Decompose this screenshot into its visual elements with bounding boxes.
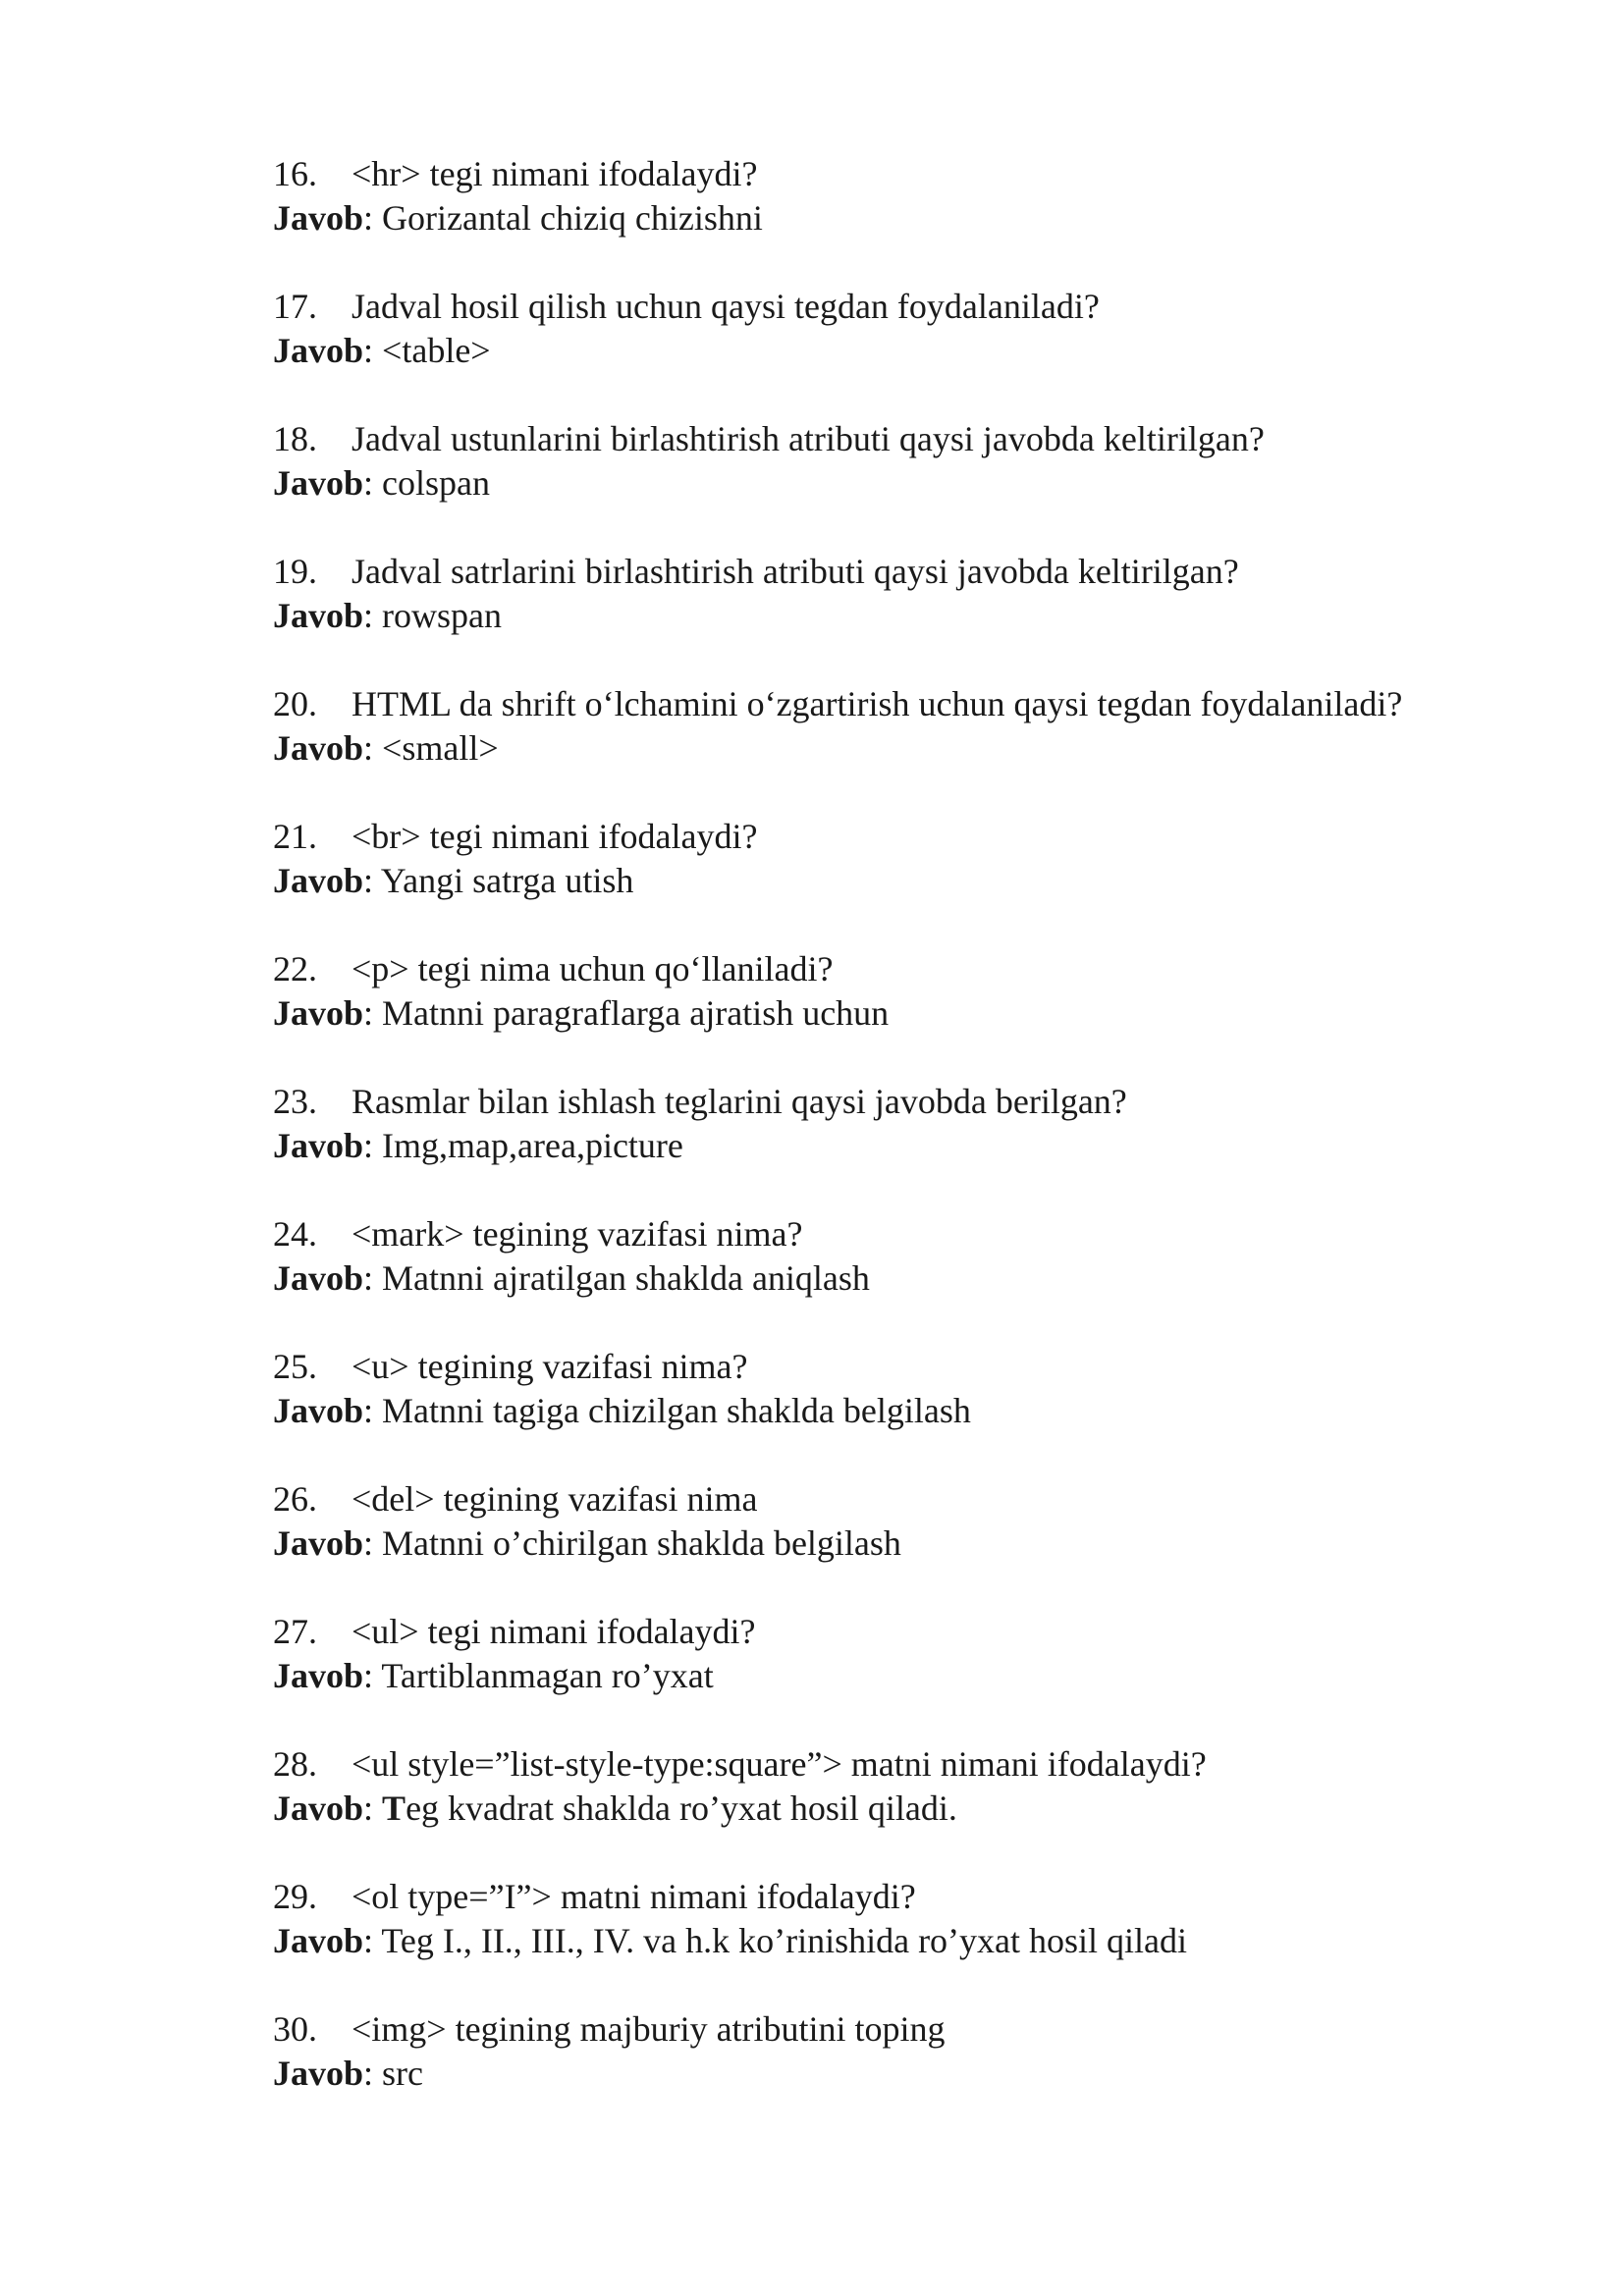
- answer-label: Javob: [273, 331, 364, 370]
- question-text: Jadval ustunlarini birlashtirish atributi qaysi javobda keltirilgan?: [352, 419, 1265, 458]
- answer-line: Javob: Img,map,area,picture: [273, 1126, 683, 1165]
- qa-item: [273, 550, 1589, 682]
- qa-item: [273, 2007, 1589, 2140]
- question-text: <ul> tegi nimani ifodalaydi?: [352, 1612, 756, 1651]
- answer-text: Matnni o’chirilgan shaklda belgilash: [382, 1523, 901, 1563]
- answer-label: Javob: [273, 463, 364, 503]
- qa-item: [273, 1212, 1589, 1345]
- question-number: 21.: [273, 817, 317, 856]
- question-number: 16.: [273, 154, 317, 193]
- question-line: [273, 815, 1589, 859]
- question-number: 24.: [273, 1214, 317, 1254]
- qa-item: [273, 1610, 1589, 1742]
- qa-item: [273, 1742, 1589, 1875]
- answer-text: <table>: [382, 331, 491, 370]
- question-line: [273, 1610, 1589, 1654]
- question-text: <del> tegining vazifasi nima: [352, 1479, 758, 1519]
- question-number: 30.: [273, 2009, 317, 2049]
- answer-label: Javob: [273, 1391, 364, 1430]
- question-text: <hr> tegi nimani ifodalaydi?: [352, 154, 758, 193]
- answer-text: colspan: [382, 463, 491, 503]
- answer-bold-text: T: [382, 1789, 406, 1828]
- question-number: 22.: [273, 949, 317, 988]
- answer-text: Teg I., II., III., IV. va h.k ko’rinishida ro’yxat hosil qiladi: [381, 1921, 1188, 1960]
- question-number: 18.: [273, 419, 317, 458]
- question-text: <u> tegining vazifasi nima?: [352, 1347, 748, 1386]
- qa-item: [273, 1080, 1589, 1212]
- question-number: 23.: [273, 1082, 317, 1121]
- qa-item: [273, 1477, 1589, 1610]
- qa-item: [273, 417, 1589, 550]
- question-text: <img> tegining majburiy atributini toping: [352, 2009, 946, 2049]
- answer-text: <small>: [382, 728, 499, 768]
- question-number: 25.: [273, 1347, 317, 1386]
- answer-label: Javob: [273, 596, 364, 635]
- question-text: <ol type=”I”> matni nimani ifodalaydi?: [352, 1877, 916, 1916]
- qa-item: [273, 285, 1589, 417]
- answer-label: Javob: [273, 1921, 364, 1960]
- question-text: HTML da shrift o‘lchamini o‘zgartirish uchun qaysi tegdan foydalaniladi?: [352, 684, 1403, 723]
- question-number: 26.: [273, 1479, 317, 1519]
- qa-item: [273, 1345, 1589, 1477]
- answer-label: Javob: [273, 1523, 364, 1563]
- answer-line: Javob: Yangi satrga utish: [273, 861, 634, 900]
- question-text: <ul style=”list-style-type:square”> matni nimani ifodalaydi?: [352, 1744, 1207, 1784]
- question-text: Jadval satrlarini birlashtirish atributi qaysi javobda keltirilgan?: [352, 552, 1239, 591]
- question-number: 27.: [273, 1612, 317, 1651]
- question-number: 20.: [273, 684, 317, 723]
- question-line: [273, 2007, 1589, 2052]
- question-line: [273, 1875, 1589, 1919]
- question-line: [273, 1345, 1589, 1389]
- answer-line: Javob: rowspan: [273, 596, 503, 635]
- answer-label: Javob: [273, 1126, 364, 1165]
- answer-label: Javob: [273, 728, 364, 768]
- question-line: [273, 1742, 1589, 1787]
- answer-label: Javob: [273, 993, 364, 1033]
- answer-line: Javob: Teg I., II., III., IV. va h.k ko’rinishida ro’yxat hosil qiladi: [273, 1921, 1188, 1960]
- qa-item: [273, 947, 1589, 1080]
- question-text: Rasmlar bilan ishlash teglarini qaysi javobda berilgan?: [352, 1082, 1127, 1121]
- answer-line: Javob: Matnni paragraflarga ajratish uchun: [273, 993, 890, 1033]
- question-text: <mark> tegining vazifasi nima?: [352, 1214, 803, 1254]
- qa-item: [273, 1875, 1589, 2007]
- answer-text: eg kvadrat shaklda ro’yxat hosil qiladi.: [406, 1789, 957, 1828]
- question-line: [273, 1477, 1589, 1522]
- question-line: [273, 947, 1589, 991]
- answer-text: Matnni ajratilgan shaklda aniqlash: [382, 1258, 870, 1298]
- question-number: 29.: [273, 1877, 317, 1916]
- answer-label: Javob: [273, 2054, 364, 2093]
- answer-text: Gorizantal chiziq chizishni: [382, 198, 763, 238]
- answer-line: Javob: Gorizantal chiziq chizishni: [273, 198, 763, 238]
- answer-text: Matnni paragraflarga ajratish uchun: [382, 993, 890, 1033]
- question-number: 17.: [273, 287, 317, 326]
- question-line: [273, 285, 1589, 329]
- answer-line: Javob: Matnni ajratilgan shaklda aniqlash: [273, 1258, 870, 1298]
- question-number: 19.: [273, 552, 317, 591]
- question-line: [273, 417, 1589, 461]
- answer-line: Javob: <small>: [273, 728, 499, 768]
- qa-item: [273, 152, 1589, 285]
- answer-label: Javob: [273, 1789, 364, 1828]
- document-page: [273, 152, 1589, 2140]
- question-text: <br> tegi nimani ifodalaydi?: [352, 817, 758, 856]
- answer-text: Yangi satrga utish: [380, 861, 634, 900]
- answer-label: Javob: [273, 861, 364, 900]
- qa-item: [273, 682, 1589, 815]
- question-line: [273, 682, 1589, 726]
- answer-line: Javob: Teg kvadrat shaklda ro’yxat hosil qiladi.: [273, 1789, 957, 1828]
- answer-line: Javob: <table>: [273, 331, 491, 370]
- question-line: [273, 1212, 1589, 1256]
- answer-text: Tartiblanmagan ro’yxat: [381, 1656, 714, 1695]
- answer-text: src: [382, 2054, 424, 2093]
- answer-text: rowspan: [382, 596, 503, 635]
- answer-line: Javob: Matnni o’chirilgan shaklda belgilash: [273, 1523, 901, 1563]
- question-line: [273, 1080, 1589, 1124]
- answer-line: Javob: Tartiblanmagan ro’yxat: [273, 1656, 714, 1695]
- answer-line: Javob: colspan: [273, 463, 491, 503]
- question-line: [273, 550, 1589, 594]
- question-number: 28.: [273, 1744, 317, 1784]
- answer-text: Img,map,area,picture: [382, 1126, 683, 1165]
- answer-label: Javob: [273, 198, 364, 238]
- answer-text: Matnni tagiga chizilgan shaklda belgilash: [382, 1391, 971, 1430]
- answer-label: Javob: [273, 1656, 364, 1695]
- qa-item: [273, 815, 1589, 947]
- answer-label: Javob: [273, 1258, 364, 1298]
- question-line: [273, 152, 1589, 196]
- question-text: Jadval hosil qilish uchun qaysi tegdan foydalaniladi?: [352, 287, 1100, 326]
- answer-line: Javob: src: [273, 2054, 424, 2093]
- question-text: <p> tegi nima uchun qo‘llaniladi?: [352, 949, 834, 988]
- answer-line: Javob: Matnni tagiga chizilgan shaklda belgilash: [273, 1391, 971, 1430]
